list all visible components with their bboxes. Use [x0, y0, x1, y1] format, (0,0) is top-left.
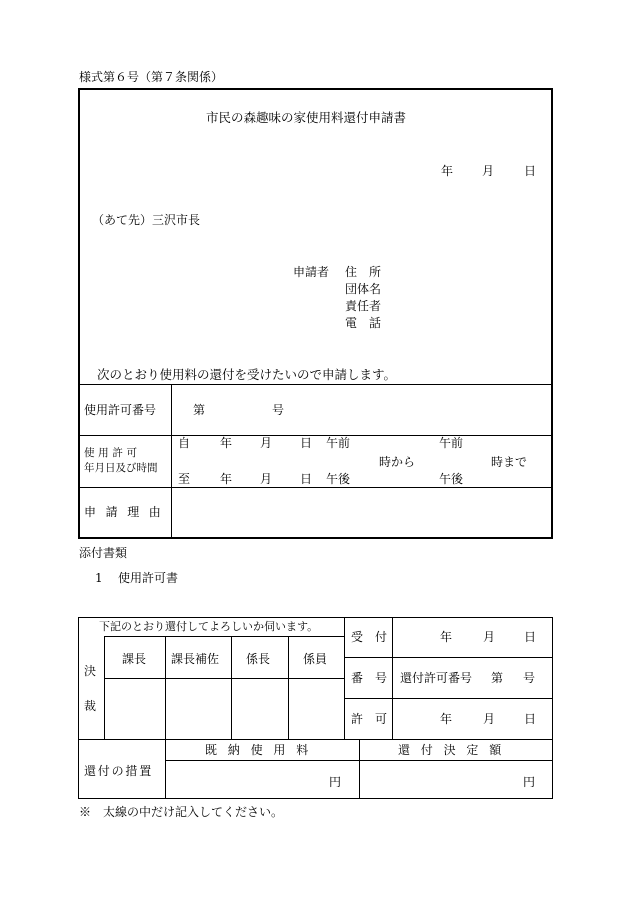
right-divider	[344, 698, 553, 699]
role-kacho-hosa: 課長補佐	[171, 652, 220, 666]
notice-divider	[104, 636, 344, 637]
permit-dai: 第	[193, 403, 206, 417]
number-label: 番 号	[351, 671, 388, 685]
datetime-label-1: 使用許可	[84, 447, 141, 459]
addressee: （あて先）三沢市長	[92, 213, 201, 227]
received-label: 受 付	[351, 630, 388, 644]
paid-yen: 円	[329, 775, 342, 789]
form-number: 様式第６号（第７条関係）	[79, 70, 224, 84]
permit-go: 号	[272, 403, 285, 417]
refund-amount-header: 還付決定額	[398, 743, 513, 757]
right-divider	[344, 657, 553, 658]
applicant-label: 申請者	[293, 265, 330, 279]
measure-label: 還付の措置	[84, 764, 154, 778]
attachments-heading: 添付書類	[79, 546, 128, 560]
reason-label: 申請理由	[84, 505, 171, 519]
attachment-item: 使用許可書	[118, 571, 179, 585]
refund-go: 号	[523, 671, 536, 685]
from-year: 年	[220, 436, 233, 450]
role-kakariin: 係員	[303, 652, 328, 666]
right-block-divider	[344, 617, 345, 739]
refund-dai: 第	[491, 671, 504, 685]
date-year: 年	[441, 164, 454, 178]
from-day: 日	[300, 436, 313, 450]
role-kakaricho: 係長	[246, 652, 271, 666]
kessai-label-2: 裁	[84, 699, 97, 713]
from-label: 自	[178, 436, 191, 450]
permit-day: 日	[524, 712, 537, 726]
kessai-divider	[104, 636, 105, 739]
permit-label: 許 可	[351, 712, 388, 726]
role-col-divider	[231, 636, 232, 739]
measure-label-divider	[165, 739, 166, 799]
to-day: 日	[300, 472, 313, 486]
applicant-address: 住 所	[345, 265, 382, 279]
date-month: 月	[482, 164, 495, 178]
right-label-divider	[392, 617, 393, 739]
to-am: 午前	[439, 436, 464, 450]
column-divider	[171, 384, 172, 538]
from-pm: 午後	[326, 472, 351, 486]
role-col-divider	[165, 636, 166, 739]
kessai-label-1: 決	[84, 664, 97, 678]
approval-notice: 下記のとおり還付してよろしいか伺います。	[99, 620, 319, 633]
refund-permit-no-label: 還付許可番号	[400, 671, 473, 685]
footer-note: ※ 太線の中だけ記入してください。	[79, 805, 284, 819]
permit-number-label: 使用許可番号	[84, 403, 157, 417]
role-kacho: 課長	[122, 652, 147, 666]
request-sentence: 次のとおり使用料の還付を受けたいので申請します。	[97, 367, 397, 382]
applicant-phone: 電 話	[345, 316, 382, 330]
to-label: 至	[178, 472, 191, 486]
row-divider	[79, 487, 552, 488]
received-day: 日	[524, 630, 537, 644]
paid-fee-header: 既納使用料	[205, 743, 320, 757]
attachment-number: 1	[95, 571, 103, 585]
approval-row-divider	[78, 739, 553, 740]
applicant-group: 団体名	[345, 282, 382, 296]
permit-month: 月	[483, 712, 496, 726]
roles-divider	[104, 678, 344, 679]
refund-yen: 円	[523, 775, 536, 789]
datetime-label-2: 年月日及び時間	[84, 462, 158, 474]
received-month: 月	[483, 630, 496, 644]
row-divider	[79, 435, 552, 436]
role-col-divider	[288, 636, 289, 739]
date-day: 日	[524, 164, 537, 178]
permit-year: 年	[440, 712, 453, 726]
to-pm: 午後	[439, 472, 464, 486]
from-am: 午前	[326, 436, 351, 450]
row-divider	[79, 384, 552, 385]
measure-col-divider	[359, 739, 360, 799]
to-year: 年	[220, 472, 233, 486]
received-year: 年	[440, 630, 453, 644]
applicant-manager: 責任者	[345, 299, 382, 313]
to-time: 時まで	[491, 455, 528, 469]
form-title: 市民の森趣味の家使用料還付申請書	[206, 110, 407, 125]
from-month: 月	[260, 436, 273, 450]
from-time: 時から	[379, 455, 416, 469]
to-month: 月	[260, 472, 273, 486]
